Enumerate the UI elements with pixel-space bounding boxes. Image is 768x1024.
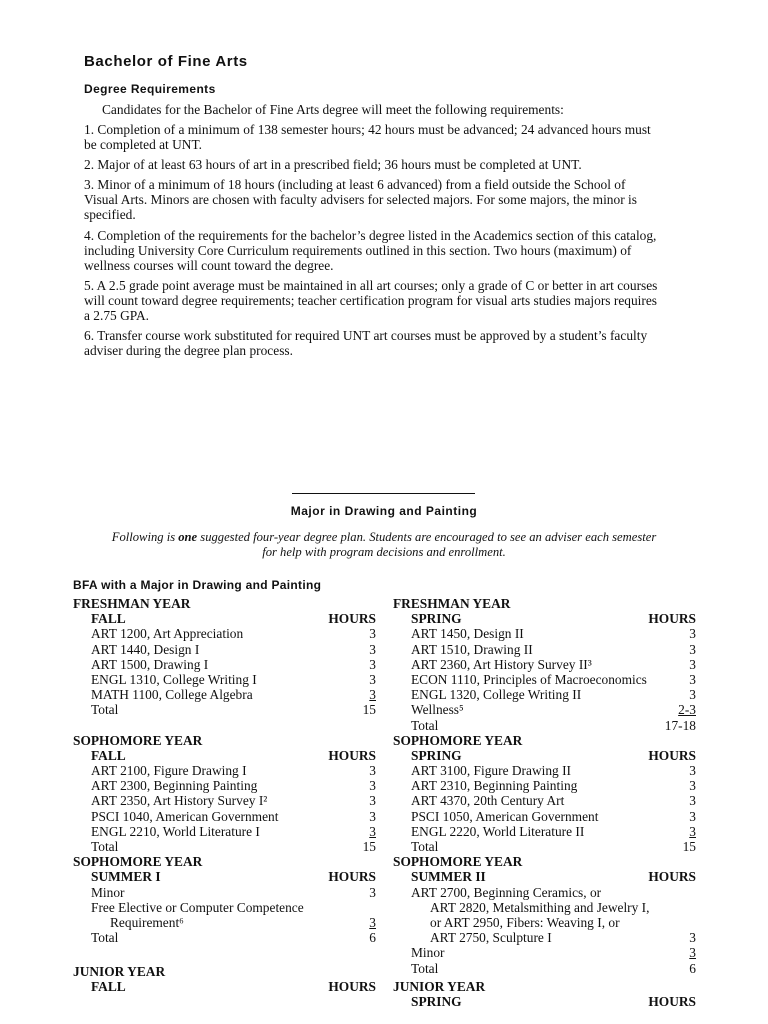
- course-row: [393, 824, 696, 839]
- hours-value: 3: [689, 626, 696, 642]
- year-heading: [393, 979, 696, 994]
- course-row: [393, 945, 696, 960]
- semester-label: SPRING: [411, 611, 462, 627]
- hours-value: 15: [362, 839, 376, 854]
- course-row: [393, 793, 696, 808]
- year-heading: [73, 733, 376, 748]
- left-column: [73, 596, 376, 994]
- course-row: [393, 930, 696, 945]
- row-label: SOPHOMORE YEAR: [73, 732, 203, 748]
- hours-value: 15: [362, 702, 376, 718]
- hours-value: 3: [369, 626, 376, 642]
- hours-value: 3: [369, 914, 376, 930]
- hours-header: HOURS: [328, 747, 376, 763]
- requirement-5: [84, 278, 704, 324]
- row-label: ART 2350, Art History Survey I²: [91, 793, 268, 809]
- hours-header: HOURS: [328, 611, 376, 627]
- year-heading: [73, 596, 376, 611]
- hours-value: 3: [689, 687, 696, 703]
- hours-value: 2-3: [678, 702, 696, 718]
- row-label: ART 2360, Art History Survey II³: [411, 656, 592, 672]
- hours-value: 3: [689, 671, 696, 687]
- course-row: [393, 672, 696, 687]
- row-label: FRESHMAN YEAR: [73, 596, 191, 611]
- course-row: [393, 778, 696, 793]
- hours-value: 3: [369, 641, 376, 657]
- row-label: ART 4370, 20th Century Art: [411, 793, 565, 809]
- note-text-after: suggested four-year degree plan. Students are encouraged to see an adviser each semester: [197, 530, 657, 544]
- year-heading: [393, 854, 696, 869]
- course-row: [393, 687, 696, 702]
- course-row: [393, 809, 696, 824]
- semester-label: FALL: [91, 747, 126, 763]
- hours-value: 3: [689, 778, 696, 794]
- requirement-line: 5. A 2.5 grade point average must be maintained in all art courses; only a grade of C or better in art courses: [84, 278, 658, 293]
- course-row: [73, 793, 376, 808]
- course-row: [73, 702, 376, 717]
- row-label: ART 2100, Figure Drawing I: [91, 763, 247, 779]
- plan-title: BFA with a Major in Drawing and Painting: [73, 578, 322, 592]
- hours-value: 3: [689, 930, 696, 946]
- semester-label: SPRING: [411, 994, 462, 1010]
- row-label: FRESHMAN YEAR: [393, 596, 511, 611]
- year-heading: [73, 964, 376, 979]
- hours-value: 3: [689, 656, 696, 672]
- blank-row: [73, 945, 376, 960]
- hours-value: 3: [369, 687, 376, 703]
- semester-heading: [393, 869, 696, 884]
- semester-heading: [73, 869, 376, 884]
- row-label: PSCI 1050, American Government: [411, 808, 599, 824]
- course-row: [73, 900, 376, 915]
- semester-heading: [393, 611, 696, 626]
- row-label: SOPHOMORE YEAR: [393, 732, 523, 748]
- course-row: [393, 626, 696, 641]
- row-label: ENGL 1310, College Writing I: [91, 671, 257, 687]
- row-label: ENGL 2210, World Literature I: [91, 823, 260, 839]
- semester-label: SUMMER II: [411, 869, 486, 885]
- semester-label: FALL: [91, 611, 126, 627]
- major-title: Major in Drawing and Painting: [290, 504, 478, 518]
- row-label: ENGL 2220, World Literature II: [411, 823, 585, 839]
- hours-header: HOURS: [648, 994, 696, 1010]
- row-label: Total: [91, 839, 119, 854]
- semester-heading: [393, 748, 696, 763]
- hours-value: 17-18: [664, 717, 696, 733]
- hours-value: 3: [369, 793, 376, 809]
- requirement-line: Visual Arts. Minors are chosen with faculty advisers for selected majors. For some majors, the minor is: [84, 192, 637, 208]
- section-divider: [292, 493, 475, 494]
- hours-value: 3: [689, 945, 696, 961]
- row-label: ART 1440, Design I: [91, 641, 200, 657]
- requirement-line: be completed at UNT.: [84, 137, 202, 153]
- row-label: JUNIOR YEAR: [73, 964, 166, 980]
- requirement-1: [84, 122, 704, 152]
- row-label: Free Elective or Computer Competence: [91, 899, 304, 915]
- row-label: ART 1450, Design II: [411, 626, 524, 642]
- hours-value: 3: [369, 656, 376, 672]
- hours-value: 3: [369, 884, 376, 900]
- course-row: [393, 900, 696, 915]
- row-label: ART 1500, Drawing I: [91, 656, 209, 672]
- course-row: [393, 718, 696, 733]
- row-label: ART 2310, Beginning Painting: [411, 778, 578, 794]
- requirement-2: [84, 157, 704, 172]
- hours-header: HOURS: [648, 747, 696, 763]
- row-label: Total: [411, 717, 439, 733]
- course-row: [73, 930, 376, 945]
- hours-header: HOURS: [328, 869, 376, 885]
- course-row: [393, 961, 696, 976]
- hours-value: 3: [369, 763, 376, 779]
- section-subhead: Degree Requirements: [84, 82, 216, 96]
- row-label: SOPHOMORE YEAR: [73, 854, 203, 870]
- hours-value: 3: [689, 808, 696, 824]
- requirement-line: 1. Completion of a minimum of 138 semester hours; 42 hours must be advanced; 24 advanced hours must: [84, 122, 651, 137]
- semester-heading: [393, 994, 696, 1009]
- hours-value: 15: [682, 839, 696, 854]
- row-label: Total: [411, 960, 439, 976]
- course-row: [73, 778, 376, 793]
- year-heading: [393, 733, 696, 748]
- requirement-line: 6. Transfer course work substituted for required UNT art courses must be approved by a student’s faculty: [84, 328, 648, 343]
- semester-label: SUMMER I: [91, 869, 161, 885]
- row-label: JUNIOR YEAR: [393, 979, 486, 995]
- row-label: ART 1200, Art Appreciation: [91, 626, 244, 642]
- course-row: [393, 885, 696, 900]
- row-label: ART 2300, Beginning Painting: [91, 778, 258, 794]
- course-row: [73, 809, 376, 824]
- row-label: Total: [91, 702, 119, 718]
- course-row: [73, 687, 376, 702]
- course-row: [73, 626, 376, 641]
- row-label: or ART 2950, Fibers: Weaving I, or: [430, 914, 620, 930]
- row-label: ART 3100, Figure Drawing II: [411, 763, 571, 779]
- semester-label: SPRING: [411, 747, 462, 763]
- requirement-line: 4. Completion of the requirements for the bachelor’s degree listed in the Academics section of this catalog,: [84, 228, 657, 243]
- row-label: ART 2700, Beginning Ceramics, or: [411, 884, 602, 900]
- requirement-line: specified.: [84, 207, 136, 223]
- course-row: [73, 839, 376, 854]
- course-row: [73, 657, 376, 672]
- row-label: ECON 1110, Principles of Macroeconomics: [411, 671, 647, 687]
- hours-header: HOURS: [648, 869, 696, 885]
- row-label: ART 2750, Sculpture I: [430, 930, 552, 946]
- row-label: Requirement⁶: [110, 914, 184, 930]
- intro-paragraph: Candidates for the Bachelor of Fine Arts degree will meet the following requirements:: [102, 102, 564, 117]
- row-label: Total: [411, 839, 439, 854]
- semester-heading: [73, 979, 376, 994]
- requirement-line: a 2.75 GPA.: [84, 308, 149, 324]
- hours-value: 3: [369, 808, 376, 824]
- hours-value: 6: [369, 930, 376, 946]
- row-label: ENGL 1320, College Writing II: [411, 687, 582, 703]
- row-label: Wellness⁵: [411, 702, 464, 718]
- requirement-line: 2. Major of at least 63 hours of art in a prescribed field; 36 hours must be completed at UNT.: [84, 157, 582, 172]
- hours-value: 3: [689, 823, 696, 839]
- course-row: [73, 824, 376, 839]
- row-label: Minor: [411, 945, 445, 961]
- hours-value: 3: [689, 641, 696, 657]
- requirement-line: including University Core Curriculum requirements outlined in this section. Two hours (maximum) of: [84, 243, 632, 259]
- hours-header: HOURS: [328, 979, 376, 995]
- plan-note: [60, 530, 708, 560]
- note-text-before: Following is: [111, 530, 179, 544]
- row-label: SOPHOMORE YEAR: [393, 854, 523, 870]
- course-row: [73, 642, 376, 657]
- hours-value: 3: [369, 823, 376, 839]
- course-row: [73, 915, 376, 930]
- row-label: ART 1510, Drawing II: [411, 641, 533, 657]
- requirement-line: wellness courses will count toward the degree.: [84, 258, 334, 274]
- requirement-line: 3. Minor of a minimum of 18 hours (including at least 6 advanced) from a field outside the School of: [84, 177, 626, 192]
- course-row: [73, 672, 376, 687]
- right-column: [393, 596, 696, 1010]
- hours-value: 3: [689, 793, 696, 809]
- row-label: ART 2820, Metalsmithing and Jewelry I,: [430, 899, 650, 915]
- course-row: [393, 915, 696, 930]
- requirement-4: [84, 228, 704, 274]
- semester-label: FALL: [91, 979, 126, 995]
- hours-value: 3: [369, 778, 376, 794]
- hours-header: HOURS: [648, 611, 696, 627]
- note-text-line2: for help with program decisions and enrollment.: [262, 545, 506, 559]
- row-label: MATH 1100, College Algebra: [91, 687, 253, 703]
- year-heading: [393, 596, 696, 611]
- page-title: Bachelor of Fine Arts: [84, 53, 248, 70]
- hours-value: 6: [689, 960, 696, 976]
- requirement-6: [84, 328, 704, 358]
- requirement-3: [84, 177, 704, 223]
- row-label: PSCI 1040, American Government: [91, 808, 279, 824]
- semester-heading: [73, 748, 376, 763]
- note-emphasis: one: [178, 530, 198, 544]
- hours-value: 3: [689, 763, 696, 779]
- blank-row: [73, 718, 376, 733]
- course-row: [393, 642, 696, 657]
- requirement-line: will count toward degree requirements; teacher certification program for visual arts studies majors requires: [84, 293, 657, 309]
- course-row: [393, 657, 696, 672]
- course-row: [393, 763, 696, 778]
- course-row: [393, 702, 696, 717]
- hours-value: 3: [369, 671, 376, 687]
- row-label: Minor: [91, 884, 125, 900]
- semester-heading: [73, 611, 376, 626]
- year-heading: [73, 854, 376, 869]
- course-row: [393, 839, 696, 854]
- course-row: [73, 885, 376, 900]
- row-label: Total: [91, 930, 119, 946]
- course-row: [73, 763, 376, 778]
- requirement-line: adviser during the degree plan process.: [84, 343, 293, 359]
